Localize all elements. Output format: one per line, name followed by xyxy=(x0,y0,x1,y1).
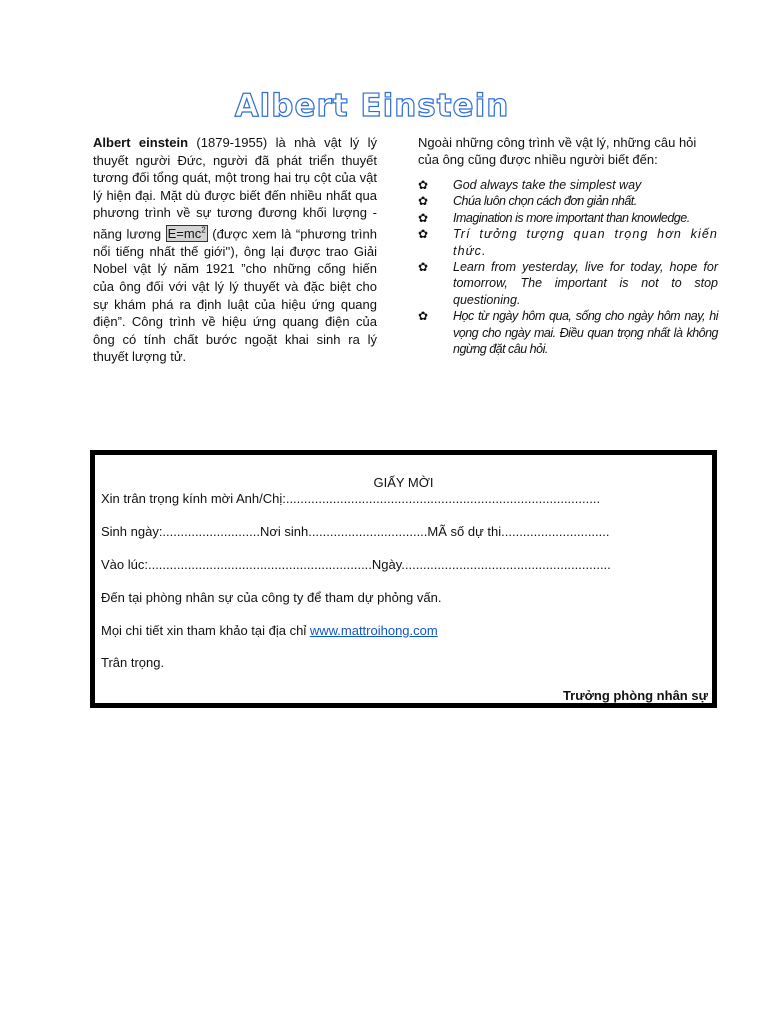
quote-item xyxy=(418,259,718,308)
invitee-line: Xin trân trọng kính mời Anh/Chị:....................................................................................... xyxy=(101,491,601,506)
quote-item xyxy=(418,308,718,357)
formula-highlight xyxy=(166,225,208,242)
invitation-heading: GIẤY MỜI xyxy=(373,475,434,490)
details-prefix: Mọi chi tiết xin tham khảo tại địa chỉ xyxy=(101,623,310,638)
bio-text-part1: (1879-1955) là nhà vật lý lý thuyết người Đức, người đã phát triển thuyết tương đối tổng quát, một trong hai trụ cột của vật lý hiện đại. Mặt dù được biết đến nhiều nhất qua phương trình về sự tương đương khối lượng - năng lương xyxy=(93,135,378,242)
details-line xyxy=(101,623,438,638)
quote-text: Chúa luôn chọn cách đơn giản nhất. xyxy=(453,194,637,209)
signature-line: Trưởng phòng nhân sự xyxy=(562,688,708,703)
birth-info-line: Sinh ngày:...........................Nơi sinh.................................MÃ số dự thi.............................. xyxy=(101,524,610,539)
time-date-line: Vào lúc:..............................................................Ngày.......................................................... xyxy=(101,557,611,572)
closing-line: Trân trọng. xyxy=(101,655,165,670)
quote-text: Học từ ngày hôm qua, sống cho ngày hôm nay, hi vọng cho ngày mai. Điều quan trọng nhất là không ngừng đặt câu hỏi. xyxy=(453,309,718,357)
flower-bullet-icon: ✿ xyxy=(418,194,428,209)
quotes-list xyxy=(418,177,718,357)
flower-bullet-icon: ✿ xyxy=(418,227,430,242)
quotes-intro: Ngoài những công trình về vật lý, những câu hỏi của ông cũng được nhiều người biết đến: xyxy=(418,135,697,167)
quote-text: Trí tưởng tượng quan trọng hơn kiến thức. xyxy=(453,227,718,258)
formula-exponent: 2 xyxy=(201,225,206,235)
quote-item xyxy=(418,193,718,209)
flower-bullet-icon: ✿ xyxy=(418,210,428,225)
quote-text: God always take the simplest way xyxy=(453,178,642,192)
location-line: Đến tại phòng nhân sự của công ty để tham dự phỏng vấn. xyxy=(101,590,442,605)
website-link[interactable]: www.mattroihong.com xyxy=(309,623,438,638)
flower-bullet-icon: ✿ xyxy=(418,260,429,275)
biography-paragraph xyxy=(93,134,377,366)
quote-item xyxy=(418,226,718,259)
quote-item xyxy=(418,210,718,226)
document-title: Albert Einstein xyxy=(234,88,510,124)
quote-text: Learn from yesterday, live for today, hope for tomorrow, The important is not to stop questioning. xyxy=(453,260,718,307)
flower-bullet-icon: ✿ xyxy=(418,178,429,192)
quotes-column xyxy=(418,134,718,357)
invitation-box xyxy=(90,450,717,708)
quote-item xyxy=(418,177,718,193)
bio-name: Albert einstein xyxy=(93,135,189,150)
bio-text-part2: (được xem là “phương trình nổi tiếng nhất thế giới''), ông lại được trao Giải Nobel vật lý năm 1921 ”cho những cống hiến của ông đối với vật lý lý thuyết và đặc biệt cho sự khám phá ra định luật của hiệu ứng quang điện”. Công trình về hiệu ứng quang điện của ông có tính chất bước ngoặt khai sinh ra lý thuyết lượng tử. xyxy=(93,226,377,365)
quote-text: Imagination is more important than knowledge. xyxy=(453,210,690,225)
formula-base: E=mc xyxy=(167,226,202,242)
flower-bullet-icon: ✿ xyxy=(418,309,428,324)
